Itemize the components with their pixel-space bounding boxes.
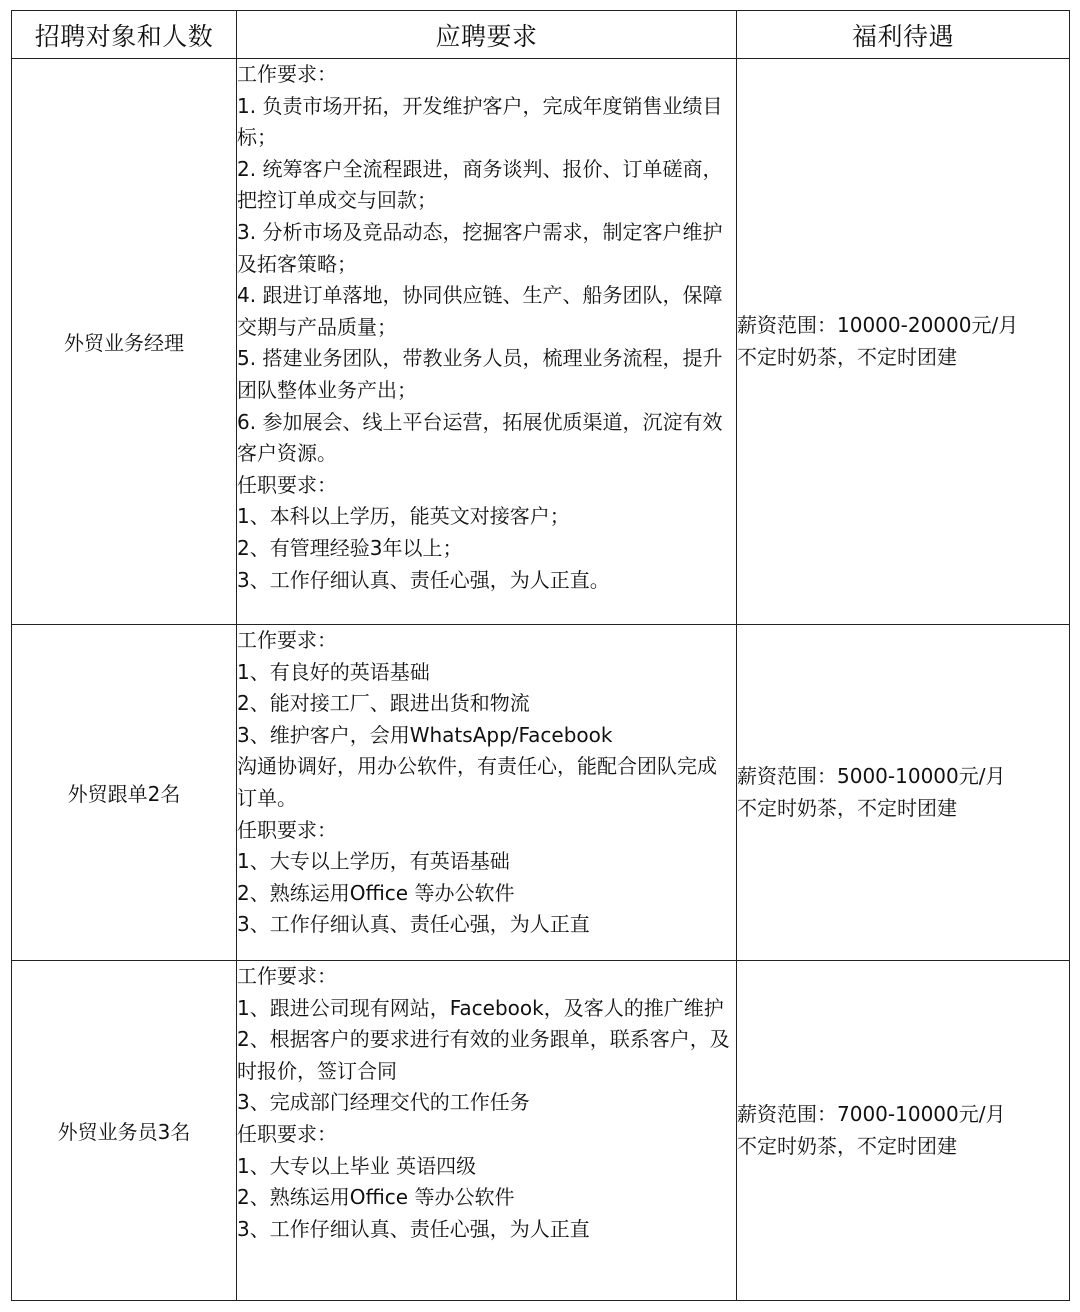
position-cell: 外贸业务员3名 (12, 961, 237, 1301)
requirement-line: 3、工作仔细认真、责任心强，为人正直 (237, 912, 590, 937)
perks: 不定时奶茶，不定时团建 (737, 795, 957, 820)
requirement-line: 3. 分析市场及竞品动态，挖掘客户需求，制定客户维护及拓客策略； (237, 219, 723, 276)
requirement-line: 任职要求： (237, 472, 337, 497)
position-cell: 外贸跟单2名 (12, 625, 237, 961)
requirement-line: 1、本科以上学历，能英文对接客户； (237, 504, 570, 529)
position-cell: 外贸业务经理 (12, 59, 237, 625)
requirement-line: 2、能对接工厂、跟进出货和物流 (237, 691, 530, 716)
requirement-line: 1、大专以上毕业 英语四级 (237, 1153, 477, 1178)
perks: 不定时奶茶，不定时团建 (737, 344, 957, 369)
table-body (12, 59, 1070, 1301)
requirement-line: 1、有良好的英语基础 (237, 659, 430, 684)
requirements-cell (237, 961, 737, 1301)
requirement-line: 沟通协调好，用办公软件，有责任心，能配合团队完成订单。 (237, 754, 717, 810)
requirement-line: 工作要求： (237, 964, 337, 988)
table-row (12, 961, 1070, 1301)
requirement-line: 5. 搭建业务团队，带教业务人员，梳理业务流程，提升团队整体业务产出； (237, 346, 723, 402)
requirement-line: 1. 负责市场开拓，开发维护客户，完成年度销售业绩目标； (237, 93, 723, 150)
header-benefits: 福利待遇 (737, 11, 1070, 59)
benefits-cell (737, 625, 1070, 961)
benefits-cell (737, 961, 1070, 1301)
header-row (12, 11, 1070, 59)
salary-range: 薪资范围：5000-10000元/月 (737, 763, 1006, 788)
requirement-line: 任职要求： (237, 817, 337, 842)
recruitment-table (11, 10, 1070, 1301)
requirement-line: 2、熟练运用Office 等办公软件 (237, 880, 515, 905)
requirements-cell (237, 59, 737, 625)
requirement-line: 1、大专以上学历，有英语基础 (237, 849, 510, 874)
requirement-line: 2. 统筹客户全流程跟进，商务谈判、报价、订单磋商，把控订单成交与回款； (237, 156, 723, 213)
requirement-line: 6. 参加展会、线上平台运营，拓展优质渠道，沉淀有效客户资源。 (237, 409, 723, 466)
requirements-cell (237, 625, 737, 961)
requirement-line: 工作要求： (237, 62, 337, 86)
requirement-line: 2、根据客户的要求进行有效的业务跟单，联系客户，及时报价，签订合同 (237, 1027, 730, 1083)
header-position: 招聘对象和人数 (12, 11, 237, 59)
requirement-line: 2、熟练运用Office 等办公软件 (237, 1185, 515, 1210)
requirement-line: 3、工作仔细认真、责任心强，为人正直。 (237, 567, 610, 592)
header-requirements: 应聘要求 (237, 11, 737, 59)
perks: 不定时奶茶，不定时团建 (737, 1133, 957, 1158)
table-row (12, 59, 1070, 625)
requirement-line: 2、有管理经验3年以上； (237, 535, 463, 560)
table-header (12, 11, 1070, 59)
salary-range: 薪资范围：7000-10000元/月 (737, 1101, 1006, 1126)
requirement-line: 工作要求： (237, 628, 337, 652)
requirement-line: 1、跟进公司现有网站，Facebook，及客人的推广维护 (237, 995, 724, 1020)
benefits-cell (737, 59, 1070, 625)
requirement-line: 任职要求： (237, 1121, 337, 1146)
salary-range: 薪资范围：10000-20000元/月 (737, 312, 1019, 337)
requirement-line: 3、工作仔细认真、责任心强，为人正直 (237, 1216, 590, 1241)
table-row (12, 625, 1070, 961)
requirement-line: 4. 跟进订单落地，协同供应链、生产、船务团队，保障交期与产品质量； (237, 283, 723, 339)
requirement-line: 3、维护客户，会用WhatsApp/Facebook (237, 722, 613, 747)
requirement-line: 3、完成部门经理交代的工作任务 (237, 1090, 530, 1115)
